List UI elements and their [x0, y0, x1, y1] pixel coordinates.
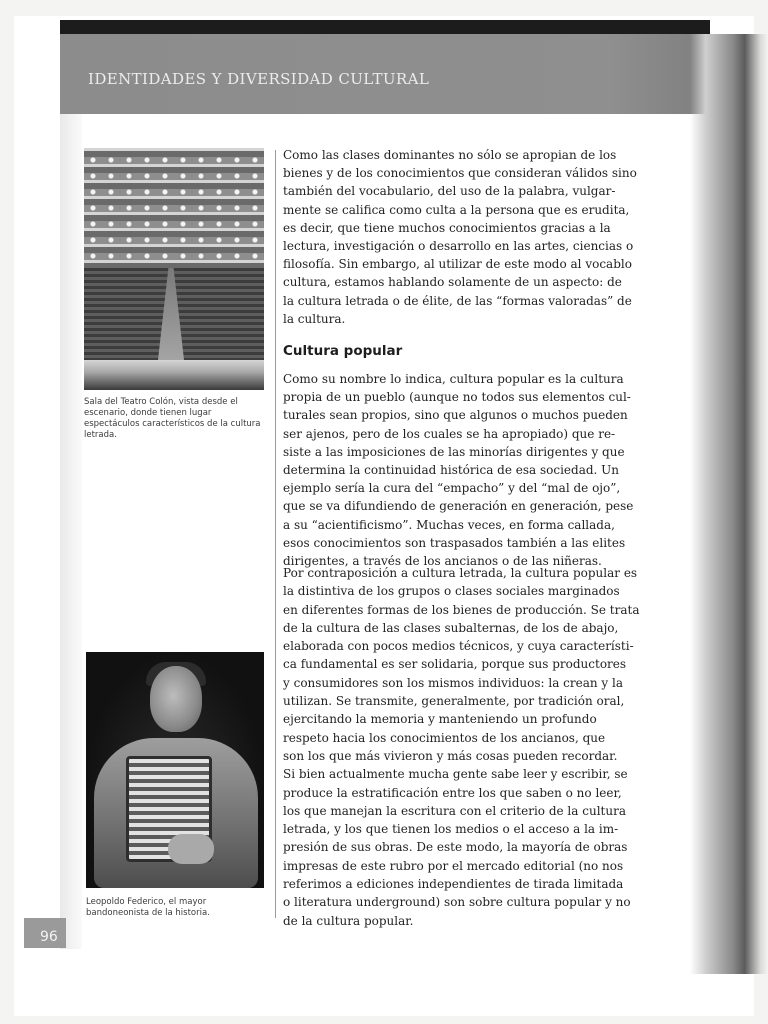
text-line: utilizan. Se transmite, generalmente, por tradición oral,: [283, 694, 625, 709]
text-line: es decir, que tiene muchos conocimientos gracias a la: [283, 220, 611, 235]
page-number: 96: [40, 929, 58, 945]
text-line: lectura, investigación o desarrollo en las artes, ciencias o: [283, 239, 634, 254]
text-line: en diferentes formas de los bienes de producción. Se trata: [283, 602, 640, 617]
text-line: a su “acientificismo”. Muchas veces, en forma callada,: [283, 517, 615, 532]
text-line: elaborada con pocos medios técnicos, y cuya característi-: [283, 639, 634, 654]
musician-photo-caption: Leopoldo Federico, el mayor bandoneonista de la historia.: [86, 897, 210, 918]
text-line: o literatura underground) son sobre cultura popular y no: [283, 895, 631, 910]
text-line: referimos a ediciones independientes de tirada limitada: [283, 877, 624, 892]
text-line: filosofía. Sin embargo, al utilizar de este modo al vocablo: [283, 257, 632, 272]
text-line: impresas de este rubro por el mercado editorial (no nos: [283, 858, 624, 873]
text-line: de la cultura de las clases subalternas, de los de abajo,: [283, 620, 619, 635]
musician-photo: [86, 652, 264, 888]
text-line: la cultura.: [283, 311, 346, 326]
theater-lights: [84, 148, 264, 268]
text-line: que se va difundiendo de generación en generación, pese: [283, 499, 634, 514]
text-line: presión de sus obras. De este modo, la mayoría de obras: [283, 840, 628, 855]
text-line: letrada, y los que tienen los medios o el acceso a la im-: [283, 822, 619, 837]
text-line: ejemplo sería la cura del “empacho” y del “mal de ojo”,: [283, 481, 621, 496]
text-line: Como las clases dominantes no sólo se apropian de los: [283, 148, 617, 162]
text-line: bienes y de los conocimientos que consideran válidos sino: [283, 166, 637, 181]
text-line: la distintiva de los grupos o clases sociales marginados: [283, 584, 620, 599]
book-spine-shadow: [690, 34, 768, 974]
top-black-bar: [60, 20, 710, 34]
page-number-badge: [24, 918, 66, 948]
text-line: los que manejan la escritura con el criterio de la cultura: [283, 803, 626, 818]
chapter-title: IDENTIDADES Y DIVERSIDAD CULTURAL: [88, 70, 430, 88]
theater-stage: [84, 360, 264, 390]
text-line: dirigentes, a través de los ancianos o de las niñeras.: [283, 554, 602, 569]
text-line: de la cultura popular.: [283, 913, 414, 928]
text-line: Como su nombre lo indica, cultura popular es la cultura: [283, 372, 624, 386]
popular-culture-paragraph: [283, 370, 633, 570]
text-line: turales sean propios, sino que algunos o muchos pueden: [283, 408, 628, 423]
text-line: propia de un pueblo (aunque no todos sus elementos cul-: [283, 390, 631, 405]
text-line: cultura, estamos hablando solamente de un aspecto: de: [283, 275, 622, 290]
text-line: produce la estratificación entre los que saben o no leer,: [283, 785, 622, 800]
musician-hands: [168, 834, 214, 864]
column-divider: [275, 150, 276, 918]
intro-paragraph: [283, 146, 637, 328]
musician-head: [150, 666, 202, 732]
text-line: ejercitando la memoria y manteniendo un profundo: [283, 712, 597, 727]
theater-photo-caption: Sala del Teatro Colón, vista desde el escenario, donde tienen lugar espectáculos característicos de la cultura letrada.: [84, 397, 261, 440]
text-line: ser ajenos, pero de los cuales se ha apropiado) que re-: [283, 426, 616, 441]
text-line: siste a las imposiciones de las minorías dirigentes y que: [283, 444, 625, 459]
text-line: Si bien actualmente mucha gente sabe leer y escribir, se: [283, 767, 628, 782]
text-line: también del vocabulario, del uso de la palabra, vulgar-: [283, 184, 616, 199]
text-line: y consumidores son los mismos individuos: la crean y la: [283, 675, 624, 690]
text-line: la cultura letrada o de élite, de las “formas valoradas” de: [283, 293, 632, 308]
text-line: ca fundamental es ser solidaria, porque sus productores: [283, 657, 627, 672]
text-line: respeto hacia los conocimientos de los ancianos, que: [283, 730, 606, 745]
theater-photo: [84, 148, 264, 390]
text-line: Por contraposición a cultura letrada, la cultura popular es: [283, 566, 638, 580]
section-heading: Cultura popular: [283, 343, 403, 359]
text-line: son los que más vivieron y más cosas pueden recordar.: [283, 748, 618, 763]
contraposition-paragraph: [283, 564, 639, 930]
text-line: mente se califica como culta a la persona que es erudita,: [283, 202, 630, 217]
text-line: esos conocimientos son traspasados también a las elites: [283, 535, 626, 550]
text-line: determina la continuidad histórica de esa sociedad. Un: [283, 463, 620, 478]
page-margin: [60, 114, 82, 949]
